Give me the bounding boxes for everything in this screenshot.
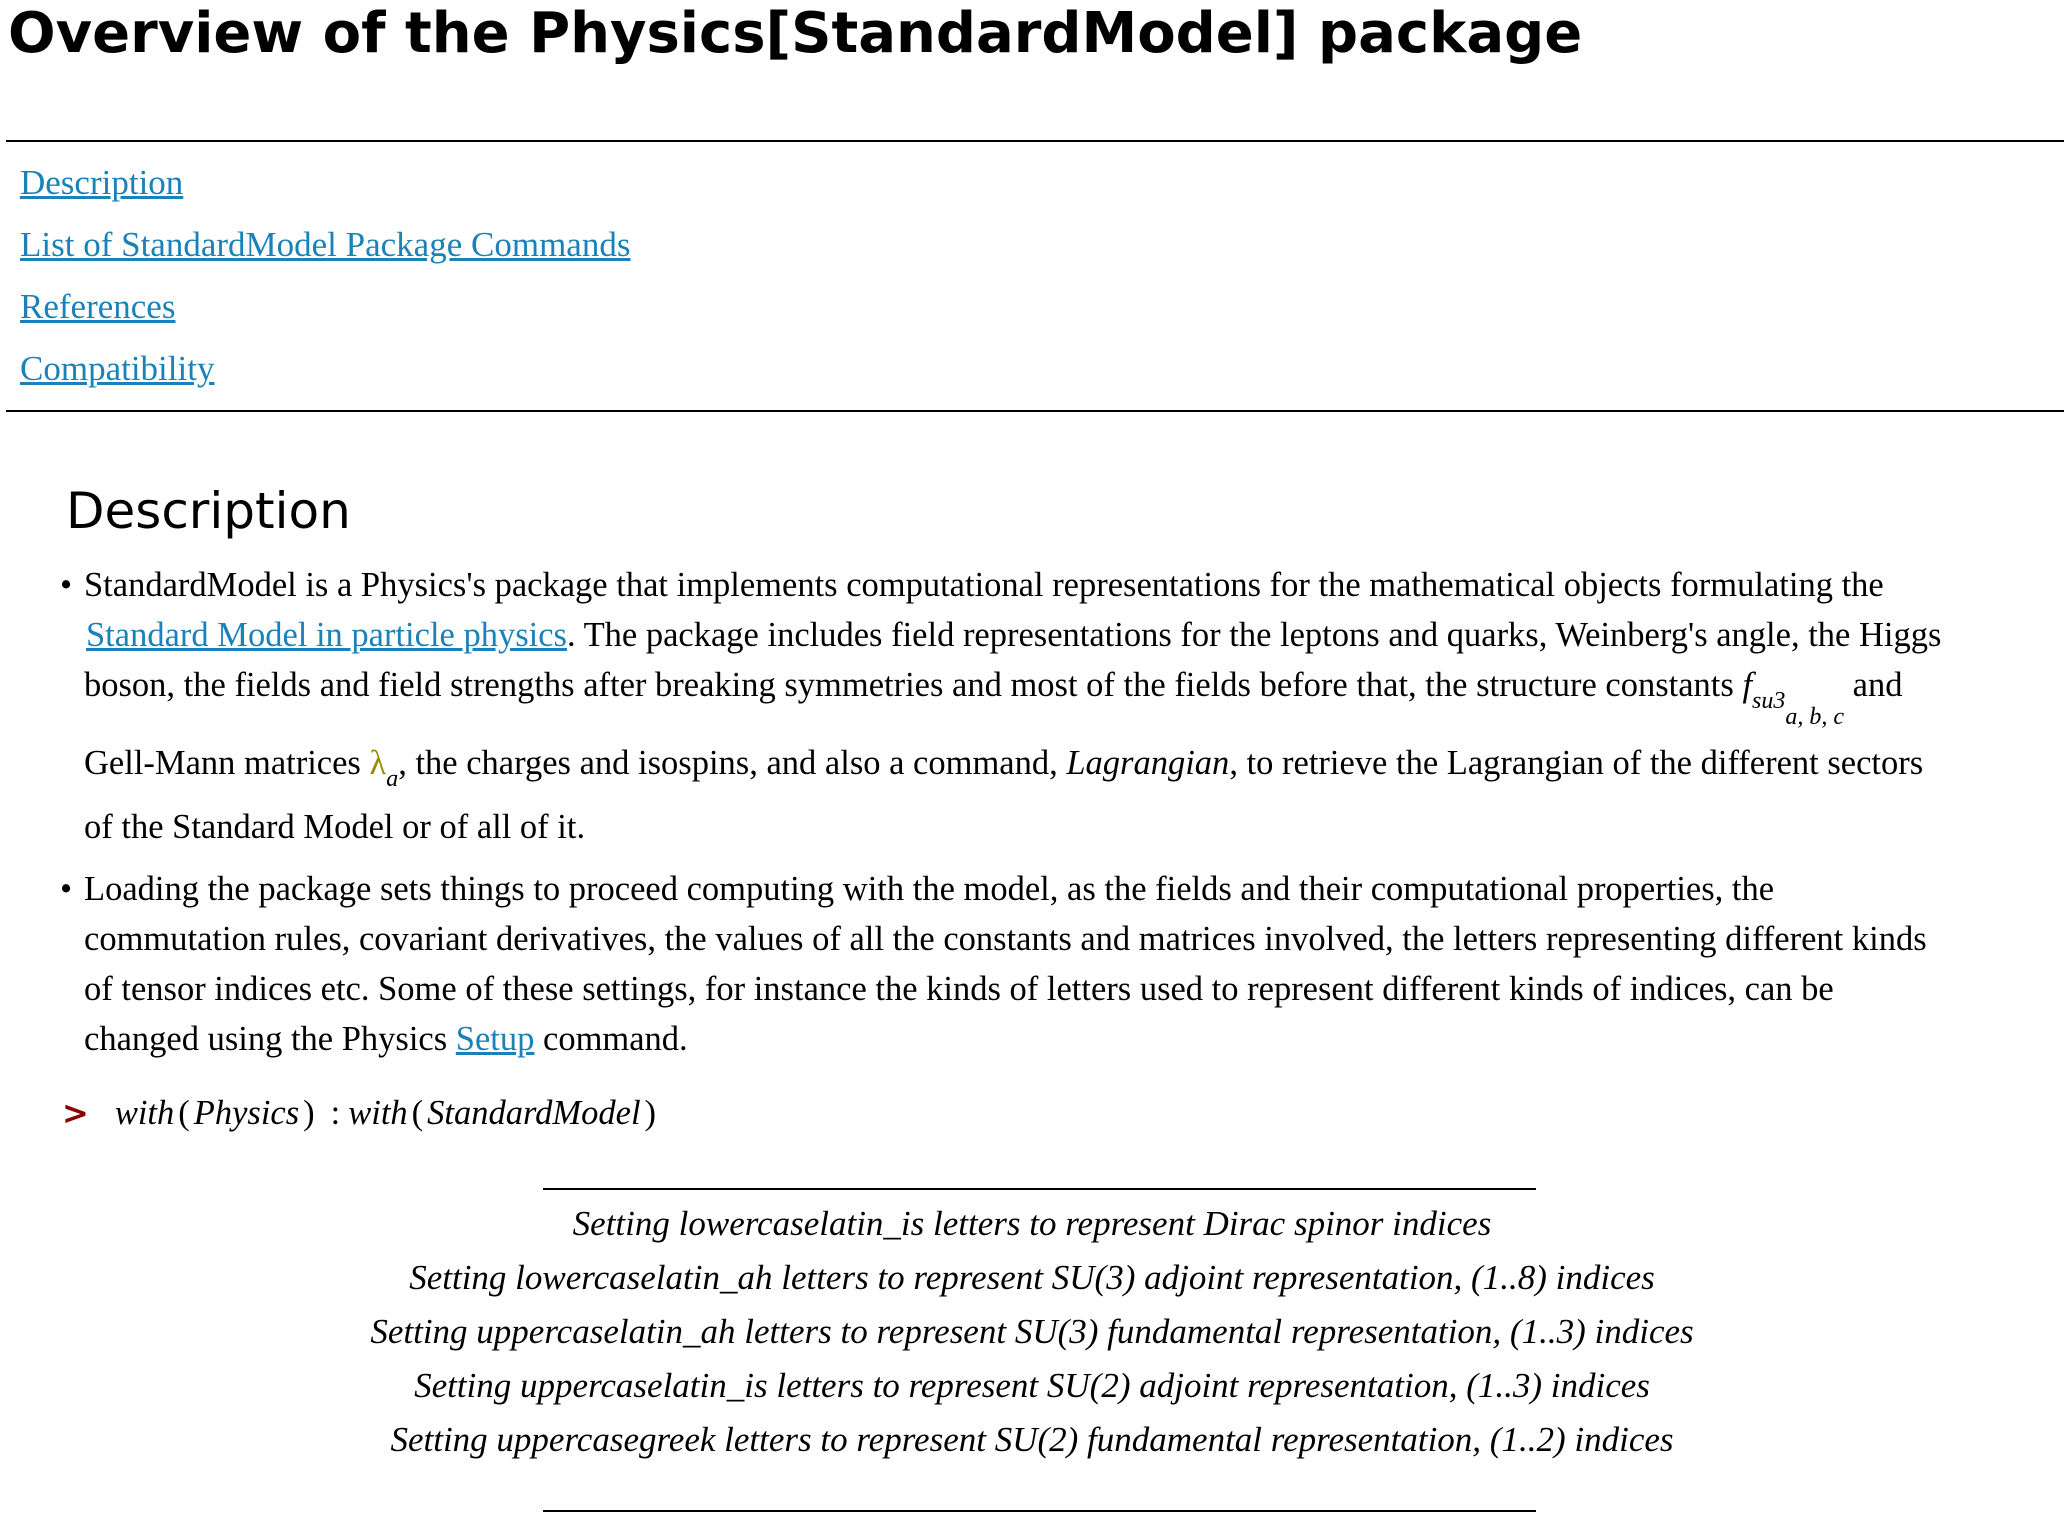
text-segment: , the charges and isospins, and also a command, (398, 744, 1067, 782)
text-line (84, 970, 1834, 1009)
argument-standardmodel: StandardModel (427, 1094, 641, 1132)
standard-model-link[interactable]: Standard Model in particle physics (86, 616, 567, 654)
lambda-subscript: a (386, 766, 399, 792)
text-line (84, 920, 1927, 959)
page-title: Overview of the Physics[StandardModel] package (8, 1, 1583, 66)
lagrangian-word: Lagrangian (1066, 744, 1230, 782)
f-indices: a, b, c (1785, 704, 1845, 730)
with-keyword: with (348, 1094, 408, 1132)
text-segment: and (1844, 666, 1903, 704)
bullet: • (60, 566, 73, 604)
bullet: • (60, 870, 73, 908)
text-line (84, 744, 1924, 792)
toc-item (20, 214, 630, 276)
text-segment: Loading the package sets things to proceed computing with the model, as the fields and their computational properties, the (84, 870, 1775, 908)
output-top-rule (543, 1188, 1536, 1190)
text-line (84, 1020, 688, 1059)
colon-separator: : (330, 1094, 341, 1132)
toc-link-references[interactable]: References (20, 287, 176, 326)
text-line (84, 666, 1903, 730)
toc-item (20, 276, 630, 338)
text-segment: of the Standard Model or of all of it. (84, 808, 586, 846)
f-subscript: su3 (1752, 688, 1786, 714)
output-line: Setting uppercaselatin_is letters to represent SU(2) adjoint representation, (1..3) indices (414, 1366, 1650, 1405)
top-divider (6, 140, 2064, 142)
setup-link[interactable]: Setup (455, 1020, 535, 1058)
text-segment: Gell-Mann matrices (84, 744, 370, 782)
toc-link-description[interactable]: Description (20, 163, 184, 202)
output-line: Setting lowercaselatin_ah letters to represent SU(3) adjoint representation, (1..8) indices (409, 1258, 1655, 1297)
text-segment: command. (534, 1020, 688, 1058)
output-bottom-rule (543, 1510, 1536, 1512)
f-symbol: f (1742, 666, 1753, 704)
input-prompt: > (62, 1094, 89, 1132)
output-line: Setting uppercasegreek letters to represent SU(2) fundamental representation, (1..2) indices (390, 1420, 1674, 1459)
text-line (84, 808, 585, 847)
structure-constant-symbol (1742, 666, 1845, 730)
text-line (84, 566, 1884, 605)
input-command[interactable]: > with ( Physics ) : with ( StandardModel ) (62, 1094, 657, 1132)
text-segment: changed using the Physics (84, 1020, 456, 1058)
text-segment: StandardModel is a Physics's package that implements computational representations for the mathematical objects formulating the (84, 566, 1884, 604)
toc-link-compatibility[interactable]: Compatibility (20, 349, 215, 388)
toc-item (20, 152, 630, 214)
text-segment: commutation rules, covariant derivatives, the values of all the constants and matrices involved, the letters representing different kinds (84, 920, 1927, 958)
toc-link-commands[interactable]: List of StandardModel Package Commands (20, 225, 631, 264)
lambda-symbol: λ (369, 744, 387, 782)
output-line: Setting uppercaselatin_ah letters to represent SU(3) fundamental representation, (1..3) indices (370, 1312, 1694, 1351)
text-segment: boson, the fields and field strengths after breaking symmetries and most of the fields before that, the structure constants (84, 666, 1743, 704)
text-line (84, 616, 1941, 655)
toc-bottom-divider (6, 410, 2064, 412)
section-heading-description: Description (66, 482, 351, 540)
output-line: Setting lowercaselatin_is letters to represent Dirac spinor indices (572, 1204, 1492, 1243)
toc-item (20, 338, 630, 400)
with-keyword: with (114, 1094, 175, 1132)
table-of-contents (20, 152, 630, 400)
text-line (84, 870, 1774, 909)
text-segment: of tensor indices etc. Some of these settings, for instance the kinds of letters used to represent different kinds of indices, can be (84, 970, 1834, 1008)
text-segment: . The package includes field representations for the leptons and quarks, Weinberg's angle, the Higgs (566, 616, 1942, 654)
text-segment: , to retrieve the Lagrangian of the different sectors (1229, 744, 1924, 782)
argument-physics: Physics (193, 1094, 300, 1132)
